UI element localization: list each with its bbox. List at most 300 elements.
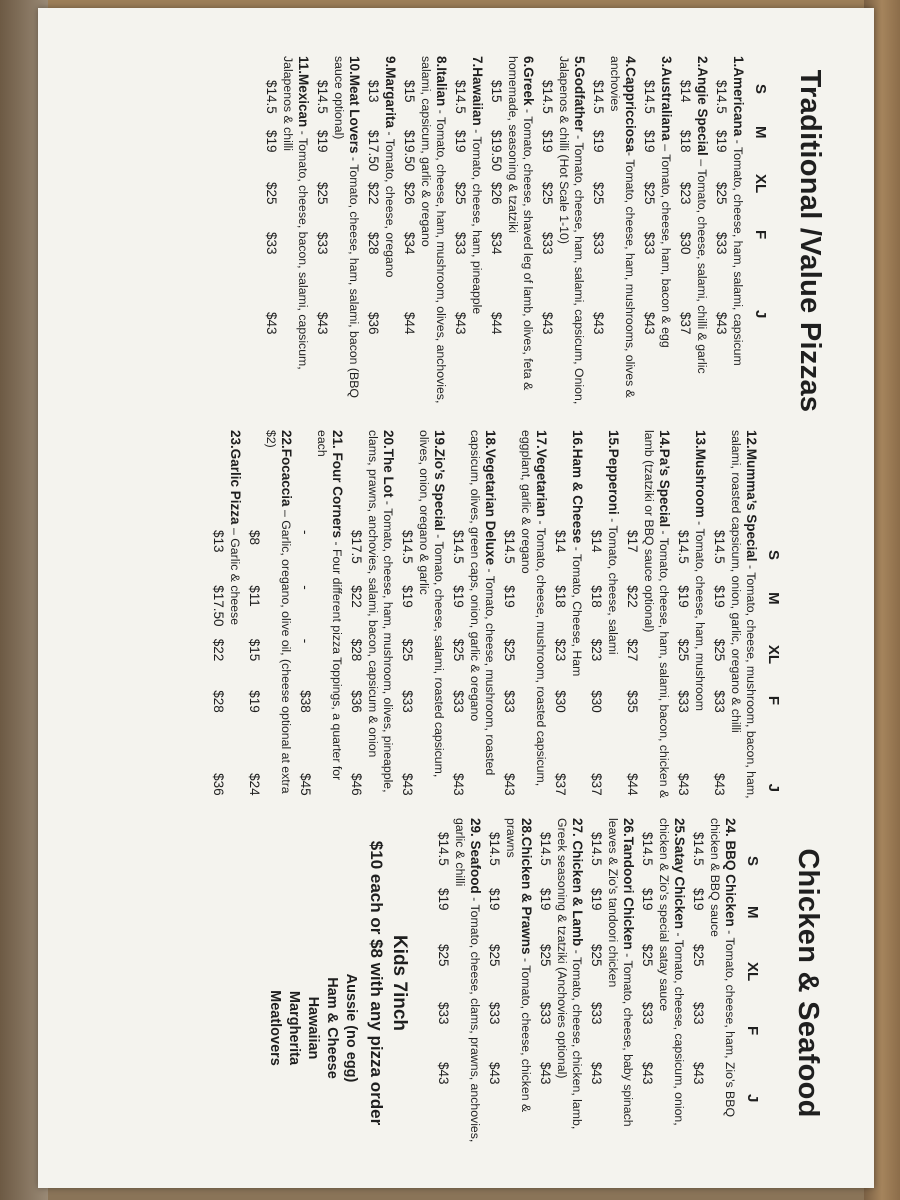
menu-item-text (708, 818, 737, 1117)
price: $19 (487, 888, 502, 911)
price-row (366, 56, 381, 426)
item-name: 21. Four Corners (330, 430, 345, 539)
price: $43 (676, 773, 691, 796)
menu-item-text (419, 56, 448, 403)
price-row (453, 56, 468, 426)
price-row (676, 430, 691, 810)
price: $25 (487, 944, 502, 967)
price: $19 (676, 585, 691, 608)
price: $34 (489, 232, 504, 255)
menu-item (453, 56, 485, 426)
price: $33 (589, 1002, 604, 1025)
price: $18 (589, 585, 604, 608)
price-row (538, 818, 553, 1148)
menu-item-text (281, 56, 310, 370)
size-label: J (752, 310, 769, 319)
price: $33 (502, 690, 517, 713)
item-name: 1.Americana (731, 56, 746, 137)
price-row (247, 430, 262, 810)
item-name: 27. Chicken & Lamb (570, 818, 585, 947)
menu-item-text (506, 56, 535, 390)
menu-item (642, 56, 674, 426)
price: $14.5 (714, 80, 729, 114)
price: $43 (714, 312, 729, 335)
item-description: - Tomato, cheese, salami (606, 514, 620, 655)
price: $13 (211, 530, 226, 553)
size-header (744, 818, 761, 1148)
price: $25 (400, 638, 415, 662)
size-label: J (744, 1094, 761, 1103)
price: $19 (712, 585, 727, 608)
item-description: - Tomato, cheese, shaved leg of lamb, olives, feta & homemade, seasoning & tzatziki (506, 56, 535, 391)
item-name: 13.Mushroom (693, 430, 708, 518)
price: $33 (436, 1002, 451, 1025)
item-name: 23.Garlic Pizza (228, 430, 243, 525)
price: $25 (640, 944, 655, 967)
menu-item (349, 430, 396, 810)
item-name: 3.Australiana (659, 56, 674, 141)
price-row (298, 430, 313, 810)
item-description: - Tomato, cheese, mushroom, bacon, ham, salami, roasted capsicum, onion, garlic, oregano & chilli (729, 430, 758, 799)
price: $33 (676, 690, 691, 713)
item-name: 17.Vegetarian (534, 430, 549, 518)
menu-item-text (555, 818, 584, 1129)
menu-item-text (228, 430, 242, 625)
size-header (765, 430, 782, 810)
price: $38 (298, 690, 313, 713)
item-name: 5.Godfather (572, 56, 587, 132)
kids-item: Meatlovers (267, 990, 283, 1066)
item-description: – Garlic & cheese (228, 524, 242, 626)
price: $25 (591, 182, 606, 205)
size-label: J (765, 783, 782, 792)
price: - (298, 638, 313, 644)
item-description: – Tomato, cheese, salami, chilli & garlic (695, 155, 709, 374)
price: $18 (678, 130, 693, 153)
price: $35 (625, 690, 640, 713)
item-name: 24. BBQ Chicken (723, 818, 738, 927)
price: $25 (712, 638, 727, 662)
price: $43 (451, 773, 466, 796)
menu-item (712, 430, 759, 810)
kids-item: Ham & Cheese (324, 977, 340, 1079)
price: $14.5 (315, 80, 330, 114)
price-row (436, 818, 451, 1148)
price: $43 (264, 312, 279, 335)
item-name: 26.Tandoori Chicken (621, 818, 636, 950)
price: $14.5 (591, 80, 606, 114)
item-name: 29. Seafood (468, 818, 483, 894)
menu-item-text (657, 818, 686, 1126)
price: $15 (489, 80, 504, 103)
price: $14.5 (451, 530, 466, 564)
price: $23 (553, 638, 568, 662)
item-name: 28.Chicken & Prawns (519, 818, 534, 955)
price: $19 (451, 585, 466, 608)
menu-item-text (659, 56, 673, 348)
price: $30 (678, 232, 693, 255)
item-name: 6.Greek (521, 56, 536, 106)
price: $43 (589, 1062, 604, 1085)
specials-list (211, 430, 759, 810)
price: $14.5 (453, 80, 468, 114)
price: $19 (589, 888, 604, 911)
price: $14.5 (400, 530, 415, 564)
menu-item-text (470, 56, 484, 314)
price: $43 (640, 1062, 655, 1085)
menu-item (264, 56, 311, 426)
price: $33 (315, 232, 330, 255)
price-row (642, 56, 657, 426)
menu-item (366, 56, 398, 426)
menu-item-text (264, 430, 293, 794)
size-label: F (752, 230, 769, 240)
price: $33 (264, 232, 279, 255)
menu-item (625, 430, 672, 810)
price: $22 (366, 182, 381, 205)
kids-list (265, 818, 360, 1098)
menu-item (714, 56, 746, 426)
menu-page-rotated (66, 38, 846, 1158)
price: $43 (502, 773, 517, 796)
menu-item (247, 430, 294, 810)
menu-item (400, 430, 447, 810)
price-row (264, 56, 279, 426)
price-row (540, 56, 555, 426)
price: $33 (691, 1002, 706, 1025)
price: $43 (712, 773, 727, 796)
price-row (589, 818, 604, 1148)
menu-item (553, 430, 585, 810)
size-label: M (744, 906, 761, 919)
item-description: - Tomato, cheese, ham, mushroom, olives, anchovies, salami, capsicum, garlic & oregano (419, 56, 448, 404)
item-description: - Tomato, cheese, ham, salami, bacon (BBQ sauce optional) (332, 56, 361, 399)
size-label: M (752, 126, 769, 139)
item-name: 10.Meat Lovers (347, 56, 362, 154)
price: $19 (502, 585, 517, 608)
price: $36 (211, 773, 226, 796)
price: $34 (402, 232, 417, 255)
price: $22 (211, 638, 226, 662)
price: $44 (625, 773, 640, 796)
kids-item: Aussie (no egg) (343, 973, 359, 1083)
price: $14 (589, 530, 604, 553)
menu-item (315, 56, 362, 426)
kids-offer: $10 each or $8 with any pizza order (367, 840, 386, 1126)
item-description: - Tomato, cheese, mushroom, roasted capsicum, olives, green caps, onion, garlic & oregano (468, 430, 497, 776)
price-row (553, 430, 568, 810)
item-description: - Tomato, cheese, ham, mushroom (693, 517, 707, 711)
price: $27 (625, 638, 640, 662)
item-name: 16.Ham & Cheese (570, 430, 585, 544)
price-row (315, 56, 330, 426)
price: $14.5 (264, 80, 279, 114)
item-description: - Tomato, cheese, mushroom, roasted capsicum, eggplant, garlic & oregano (519, 430, 548, 787)
menu-item (589, 430, 621, 810)
price-row (625, 430, 640, 810)
price: $23 (589, 638, 604, 662)
price: $14.5 (712, 530, 727, 564)
kids-section (265, 818, 410, 1148)
menu-item-text (366, 430, 395, 793)
menu-item (691, 818, 738, 1148)
price-row (591, 56, 606, 426)
price: $43 (487, 1062, 502, 1085)
price: $33 (487, 1002, 502, 1025)
price: $11 (247, 585, 262, 607)
price-row (402, 56, 417, 426)
price-row (451, 430, 466, 810)
size-label: S (752, 84, 769, 95)
price: $33 (640, 1002, 655, 1025)
menu-item-text (417, 430, 446, 777)
item-description: - Tomato, cheese, baby spinach leaves & Zio’s tandoori chicken (606, 818, 635, 1127)
price: $43 (691, 1062, 706, 1085)
item-name: 11.Mexican (296, 56, 311, 128)
size-label: M (765, 592, 782, 605)
price: $17.50 (211, 585, 226, 627)
price: $19 (436, 888, 451, 911)
item-description: - Four different pizza Toppings, a quarter for each (315, 430, 344, 781)
price: $43 (453, 312, 468, 335)
size-header (752, 56, 769, 426)
price: $14.5 (642, 80, 657, 114)
price: $36 (349, 690, 364, 713)
price: $37 (553, 773, 568, 796)
price: $28 (366, 232, 381, 255)
price: $45 (298, 773, 313, 796)
price: $44 (402, 312, 417, 335)
menu-item-text (453, 818, 482, 1142)
price: $25 (540, 182, 555, 205)
price: $19 (453, 130, 468, 153)
price: $19 (640, 888, 655, 911)
price: $25 (642, 182, 657, 205)
price: $25 (451, 638, 466, 662)
menu-item (640, 818, 687, 1148)
item-description: - Tomato, cheese, ham, salami, bacon, chicken & lamb (tzatziki or BBQ sauce optional) (642, 430, 671, 799)
item-description: - Tomato, cheese, capsicum, onion, chicken & Zio’s special satay sauce (657, 818, 686, 1126)
price: $19 (591, 130, 606, 153)
chicken-seafood-column (66, 818, 846, 1148)
menu-item-text (332, 56, 361, 398)
menu-item (676, 430, 708, 810)
price: $43 (436, 1062, 451, 1085)
price: $14.5 (691, 832, 706, 866)
price: $19 (540, 130, 555, 153)
price: $14.5 (676, 530, 691, 564)
size-label: S (744, 856, 761, 867)
item-description: - Tomato, cheese, ham, salami, capsicum, Onion, Jalapenos & chilli (Hot Scale 1-10) (557, 56, 586, 405)
menu-sheet (38, 8, 874, 1188)
menu-item-text (642, 430, 671, 798)
menu-item (402, 56, 449, 426)
menu-item (589, 818, 636, 1148)
item-description: - Tomato, cheese, ham, mushroom, olives, pineapple, clams, prawns, anchovies, salami, bacon, capsicum & onion (366, 430, 395, 793)
kids-item: Hawaiian (305, 996, 321, 1060)
price-row (678, 56, 693, 426)
price: $19.50 (489, 130, 504, 172)
item-name: 19.Zio’s Special (432, 430, 447, 531)
item-name: 12.Mumma’s Special (744, 430, 759, 562)
price: $43 (540, 312, 555, 335)
item-name: 7.Hawaiian (470, 56, 485, 126)
price: $30 (589, 690, 604, 713)
price: $25 (589, 944, 604, 967)
price: $17.50 (366, 130, 381, 172)
price-row (489, 56, 504, 426)
menu-item (487, 818, 534, 1148)
price: $14.5 (436, 832, 451, 866)
price: $19 (714, 130, 729, 153)
price: $43 (591, 312, 606, 335)
price: $25 (502, 638, 517, 662)
price: - (298, 585, 313, 590)
price: $19 (691, 888, 706, 911)
price: $43 (400, 773, 415, 796)
price: $19.50 (402, 130, 417, 172)
menu-item-text (315, 430, 344, 780)
price: $14.5 (540, 80, 555, 114)
size-label: S (765, 550, 782, 561)
price-row (640, 818, 655, 1148)
menu-item (540, 56, 587, 426)
price: $25 (538, 944, 553, 967)
price: $24 (247, 773, 262, 796)
item-description: - Tomato, cheese, clams, prawns, anchovies, garlic & chilli (453, 818, 482, 1143)
price: $44 (489, 312, 504, 335)
price: $25 (676, 638, 691, 662)
item-description: - Tomato, cheese, ham, salami, capsicum (731, 136, 745, 366)
price: $14.5 (487, 832, 502, 866)
price: $33 (642, 232, 657, 255)
price: $14.5 (538, 832, 553, 866)
menu-item-text (519, 430, 548, 786)
price: $43 (315, 312, 330, 335)
size-label: F (765, 695, 782, 705)
price: $28 (349, 638, 364, 662)
price: $25 (436, 944, 451, 967)
price: $33 (451, 690, 466, 713)
price: $30 (553, 690, 568, 713)
price: $36 (366, 312, 381, 335)
item-description: - Tomato, Cheese, Ham (570, 543, 584, 677)
price: $14 (553, 530, 568, 553)
menu-item-text (606, 818, 635, 1127)
price: $13 (366, 80, 381, 103)
price-row (400, 430, 415, 810)
price: $19 (400, 585, 415, 608)
item-description: - Tomato, cheese, salami, roasted capsicum, olives, onion, oregano & garlic (417, 430, 446, 778)
menu-item (591, 56, 638, 426)
price: $28 (211, 690, 226, 713)
price: $33 (400, 690, 415, 713)
item-description: - Tomato, cheese, bacon, salami, capsicum, Jalapenos & chilli (281, 56, 310, 370)
price: $15 (402, 80, 417, 103)
item-description: - Tomato, cheese, ham, mushrooms, olives & anchovies (608, 56, 637, 398)
size-label: XL (765, 644, 782, 665)
price: $14.5 (502, 530, 517, 564)
item-description: - Tomato, cheese, oregano (383, 128, 397, 278)
item-description: - Tomato, cheese, chicken, lamb, Greek seasoning & tzatziki (Anchovies optional) (555, 818, 584, 1130)
price-row (211, 430, 226, 810)
item-description: – Garlic, oregano, olive oil, (cheese optional at extra $2) (264, 430, 293, 794)
menu-item-text (383, 56, 397, 278)
item-description: - Tomato, cheese, ham, pineapple (470, 125, 484, 315)
menu-item-text (695, 56, 709, 374)
menu-item-text (608, 56, 637, 398)
price: $22 (625, 585, 640, 608)
price-row (714, 56, 729, 426)
menu-item-text (731, 56, 745, 366)
menu-item (502, 430, 549, 810)
menu-item-text (468, 430, 497, 775)
price: $43 (642, 312, 657, 335)
price: $25 (453, 182, 468, 205)
price: $25 (264, 182, 279, 205)
menu-item-text (557, 56, 586, 404)
specials-column (66, 430, 846, 810)
menu-item (436, 818, 483, 1148)
item-name: 22.Focaccia (279, 430, 294, 507)
price: $25 (691, 944, 706, 967)
item-name: 18.Vegetarian Deluxe (483, 430, 498, 566)
price-row (712, 430, 727, 810)
price: $33 (540, 232, 555, 255)
menu-item-text (693, 430, 707, 711)
size-label: F (744, 1026, 761, 1036)
menu-item-text (729, 430, 758, 799)
menu-item (678, 56, 710, 426)
traditional-column (66, 56, 846, 426)
item-description: - Tomato, cheese, ham, Zio’s BBQ chicken & BBQ sauce (708, 818, 737, 1118)
item-name: 2.Angie Special (695, 56, 710, 156)
item-description: - Tomato, cheese, chicken & prawns (504, 818, 533, 1113)
price-row (487, 818, 502, 1148)
price: $19 (315, 130, 330, 153)
chicken-list (436, 818, 738, 1148)
price: $15 (247, 638, 262, 662)
price: $18 (553, 585, 568, 608)
price: $14.5 (640, 832, 655, 866)
price: $19 (642, 130, 657, 153)
price: $14 (678, 80, 693, 103)
price: $25 (714, 182, 729, 205)
price-row (502, 430, 517, 810)
item-name: 4.Cappricciosa (623, 56, 638, 153)
price: $33 (538, 1002, 553, 1025)
menu-item (538, 818, 585, 1148)
price: $14.5 (589, 832, 604, 866)
size-label: XL (744, 962, 761, 982)
kids-title: Kids 7inch (389, 934, 410, 1032)
price: $17 (625, 530, 640, 553)
price: $26 (402, 182, 417, 205)
menu-item-text (570, 430, 584, 676)
price: $26 (489, 182, 504, 205)
item-name: 8.Italian (434, 56, 449, 107)
price: $23 (678, 182, 693, 205)
menu-item (211, 430, 243, 810)
menu-item (298, 430, 345, 810)
traditional-list (264, 56, 746, 426)
item-name: 15.Pepperoni (606, 430, 621, 515)
price: $46 (349, 773, 364, 796)
item-name: 14.Pa’s Special (657, 430, 672, 528)
price: $8 (247, 530, 262, 546)
menu-item-text (606, 430, 620, 655)
price: $43 (538, 1062, 553, 1085)
